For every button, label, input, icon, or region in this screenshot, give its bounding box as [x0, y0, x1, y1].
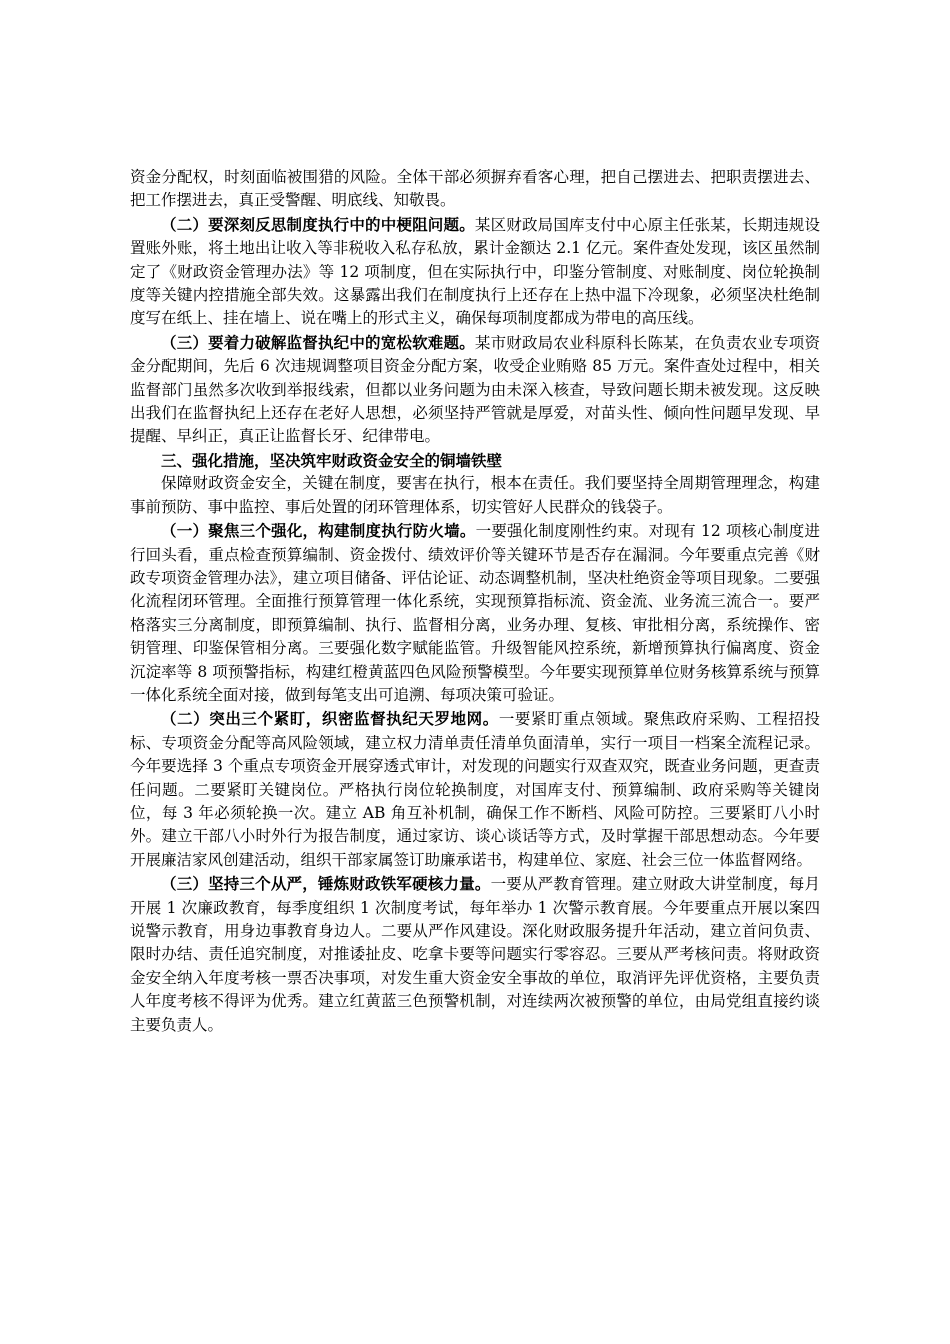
- paragraph-2-2: [130, 213, 820, 331]
- paragraph-continuation: [130, 166, 820, 213]
- paragraph-text: 一要从严教育管理。建立财政大讲堂制度，每月开展 1 次廉政教育，每季度组织 1 次制度考试，每年举办 1 次警示教育展。今年要重点开展以案四说警示教育，用身边事教育身边人。二要从严作风建设。深化财政服务提升年活动，建立首问负责、限时办结、责任追究制度，对推诿扯皮、吃拿卡要等问题实行零容忍。三要从严考核问责。将财政资金安全纳入年度考核一票否决事项，对发生重大资金安全事故的单位，取消评先评优资格，主要负责人年度考核不得评为优秀。建立红黄蓝三色预警机制，对连续两次被预警的单位，由局党组直接约谈主要负责人。: [130, 875, 820, 1034]
- paragraph-3-1: [130, 519, 820, 707]
- section-heading-3: 三、强化措施，坚决筑牢财政资金安全的铜墙铁壁: [161, 450, 503, 470]
- paragraph-lead: （二）突出三个紧盯，织密监督执纪天罗地网。: [161, 709, 499, 729]
- paragraph-3-3: [130, 872, 820, 1037]
- paragraph-text: 一要强化制度刚性约束。对现有 12 项核心制度进行回头看，重点检查预算编制、资金拨付、绩效评价等关键环节是否存在漏洞。今年要重点完善《财政专项资金管理办法》，建立项目储备、评估论证、动态调整机制，坚决杜绝资金等项目现象。二要强化流程闭环管理。全面推行预算管理一体化系统，实现预算指标流、资金流、业务流三流合一。要严格落实三分离制度，即预算编制、执行、监督相分离，业务办理、复核、审批相分离，系统操作、密钥管理、印鉴保管相分离。三要强化数字赋能监管。升级智能风控系统，新增预算执行偏离度、资金沉淀率等 8 项预警指标，构建红橙黄蓝四色风险预警模型。今年要实现预算单位财务核算系统与预算一体化系统全面对接，做到每笔支出可追溯、每项决策可验证。: [130, 522, 820, 704]
- paragraph-3-intro: [130, 472, 820, 519]
- paragraph-lead: （三）坚持三个从严，锤炼财政铁军硬核力量。: [161, 874, 491, 894]
- document-body: [130, 166, 820, 1037]
- paragraph-text: 某市财政局农业科原科长陈某，在负责农业专项资金分配期间，先后 6 次违规调整项目资金分配方案，收受企业贿赂 85 万元。案件查处过程中，相关监督部门虽然多次收到举报线索，但都以业务问题为由未深入核查，导致问题长期未被发现。这反映出我们在监督执纪上还存在老好人思想，必须坚持严管就是厚爱，对苗头性、倾向性问题早发现、早提醒、早纠正，真正让监督长牙、纪律带电。: [130, 333, 820, 446]
- paragraph-text: 保障财政资金安全，关键在制度，要害在执行，根本在责任。我们要坚持全周期管理理念，构建事前预防、事中监控、事后处置的闭环管理体系，切实管好人民群众的钱袋子。: [130, 474, 820, 516]
- paragraph-text: 某区财政局国库支付中心原主任张某，长期违规设置账外账，将土地出让收入等非税收入私存私放，累计金额达 2.1 亿元。案件查处发现，该区虽然制定了《财政资金管理办法》等 12 项制度，但在实际执行中，印鉴分管制度、对账制度、岗位轮换制度等关键内控措施全部失效。这暴露出我们在制度执行上还存在上热中温下冷现象，必须坚决杜绝制度写在纸上、挂在墙上、说在嘴上的形式主义，确保每项制度都成为带电的高压线。: [130, 215, 820, 328]
- paragraph-3-2: [130, 707, 820, 872]
- paragraph-lead: （三）要着力破解监督执纪中的宽松软难题。: [161, 332, 475, 352]
- paragraph-text: 资金分配权，时刻面临被围猎的风险。全体干部必须摒弃看客心理，把自己摆进去、把职责摆进去、把工作摆进去，真正受警醒、明底线、知敬畏。: [130, 168, 820, 210]
- paragraph-lead: （二）要深刻反思制度执行中的中梗阻问题。: [161, 214, 475, 234]
- paragraph-2-3: [130, 331, 820, 449]
- paragraph-lead: （一）聚焦三个强化，构建制度执行防火墙。: [161, 521, 476, 541]
- paragraph-text: 一要紧盯重点领域。聚焦政府采购、工程招投标、专项资金分配等高风险领域，建立权力清单责任清单负面清单，实行一项目一档案全流程记录。今年要选择 3 个重点专项资金开展穿透式审计，对发现的问题实行双查双究，既查业务问题，更查责任问题。二要紧盯关键岗位。严格执行岗位轮换制度，对国库支付、预算编制、政府采购等关键岗位，每 3 年必须轮换一次。建立 AB 角互补机制，确保工作不断档、风险可防控。三要紧盯八小时外。建立干部八小时外行为报告制度，通过家访、谈心谈话等方式，及时掌握干部思想动态。今年要开展廉洁家风创建活动，组织干部家属签订助廉承诺书，构建单位、家庭、社会三位一体监督网络。: [130, 710, 820, 869]
